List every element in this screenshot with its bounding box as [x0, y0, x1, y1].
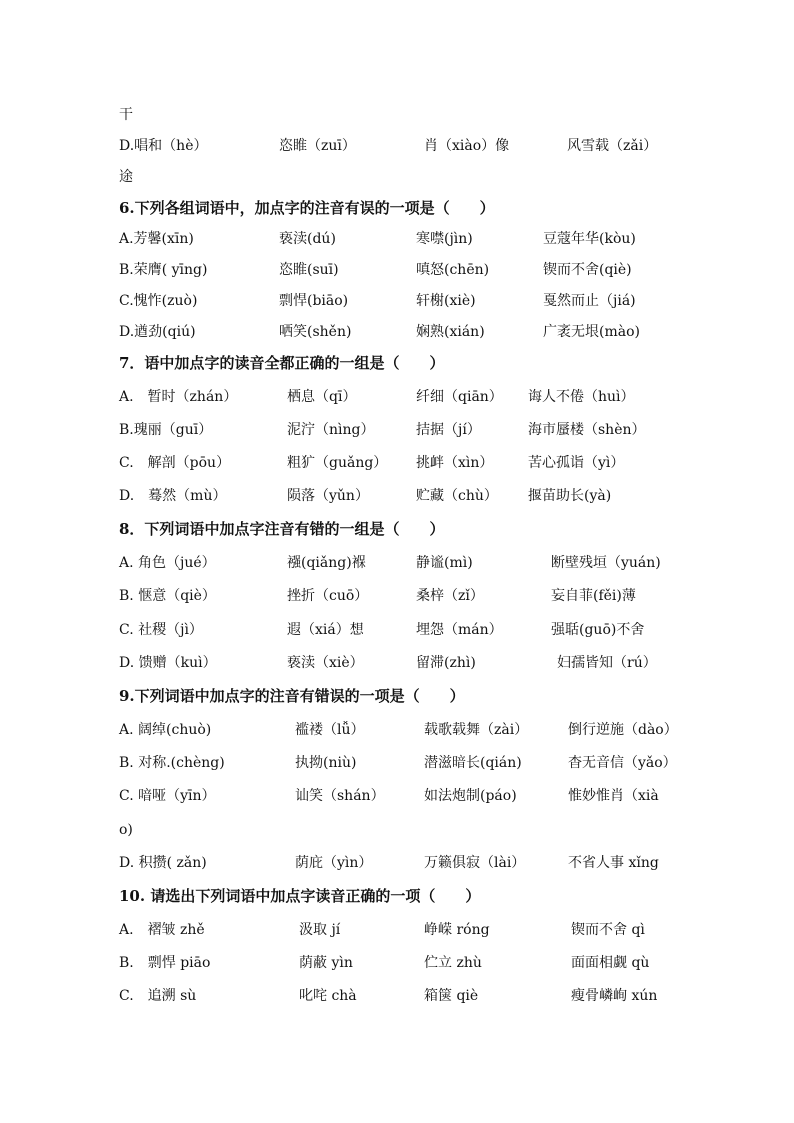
option-term: 风雪载（zǎi） [567, 138, 658, 154]
option-first-term: B. 剽悍 piāo [119, 955, 211, 971]
option-term: 断壁残垣（yuán) [551, 555, 661, 571]
option-row [119, 259, 734, 281]
question-stem: 9.下列词语中加点字的注音有错误的一项是（ ） [119, 687, 465, 705]
option-term: 汲取 jí [299, 922, 341, 938]
option-term: 寒噤(jìn) [416, 231, 473, 247]
option-term: 静谧(mì) [416, 555, 473, 571]
option-term: 倒行逆施（dào） [568, 722, 678, 738]
option-row [119, 290, 734, 312]
option-term: 恣睢（zuī） [279, 138, 356, 154]
question-stem: 8．下列词语中加点字注音有错的一组是（ ） [119, 520, 445, 538]
option-term: 叱咤 chà [299, 988, 357, 1004]
option-term: 荫蔽 yìn [299, 955, 353, 971]
option-term: 泥泞（nìng） [287, 422, 375, 438]
option-first-term: A. 阔绰(chuò) [119, 722, 212, 738]
option-term: 潜滋暗长(qián) [424, 755, 522, 771]
option-term: 伫立 zhù [424, 955, 482, 971]
option-term: 留滞(zhì) [416, 655, 476, 671]
option-row [119, 386, 734, 408]
line-continuation: o) [119, 822, 133, 838]
option-row [119, 419, 734, 441]
option-term: 讪笑（shán） [295, 788, 385, 804]
option-row [119, 585, 734, 607]
option-term: 亵渎（xiè） [287, 655, 364, 671]
option-term: 挫折（cuō） [287, 588, 369, 604]
option-term: 纤细（qiān） [416, 389, 503, 405]
option-term: 遐（xiá）想 [287, 622, 364, 638]
option-row [119, 919, 734, 941]
option-term: 粗犷（guǎng） [287, 455, 388, 471]
option-row [119, 321, 734, 343]
option-term: 海市蜃楼（shèn） [528, 422, 646, 438]
option-first-term: B. 惬意（qiè） [119, 588, 216, 604]
option-row [119, 719, 734, 741]
option-first-term: C. 解剖（pōu） [119, 455, 231, 471]
option-term: 苦心孤诣（yì） [528, 455, 625, 471]
option-term: 妄自菲(fěi)薄 [551, 588, 636, 604]
option-term: 贮藏（chù） [416, 488, 498, 504]
option-term: 瘦骨嶙峋 xún [571, 988, 658, 1004]
option-term: 揠苗助长(yà) [528, 488, 612, 504]
option-term: 戛然而止（jiá) [543, 293, 636, 309]
option-term: 广袤无垠(mào) [543, 324, 640, 340]
question-stem: 6.下列各组词语中，加点字的注音有误的一项是（ ） [119, 199, 495, 217]
option-row [119, 652, 734, 674]
option-first-term: A. 角色（jué） [119, 555, 216, 571]
option-term: 褴褛（lǚ） [295, 722, 365, 738]
option-first-term: B.荣膺( yīng) [119, 262, 208, 278]
option-term: 如法炮制(páo) [424, 788, 517, 804]
option-term: 锲而不舍 qì [571, 922, 645, 938]
option-first-term: D.遒劲(qiú) [119, 324, 196, 340]
option-row [119, 619, 734, 641]
option-term: 箱箧 qiè [424, 988, 479, 1004]
option-term: 桑梓（zǐ） [416, 588, 484, 604]
option-first-term: C. 社稷（jì） [119, 622, 203, 638]
option-row [119, 485, 734, 507]
option-term: 惟妙惟肖（xià [568, 788, 659, 804]
option-term: 肖（xiào）像 [424, 138, 510, 154]
option-first-term: D. 馈赠（kuì） [119, 655, 217, 671]
option-row [119, 552, 734, 574]
option-row [119, 135, 734, 157]
option-term: 嗔怒(chēn) [416, 262, 490, 278]
option-row [119, 852, 734, 874]
option-term: 剽悍(biāo) [279, 293, 349, 309]
option-term: 轩榭(xiè) [416, 293, 476, 309]
option-first-term: D.唱和（hè） [119, 138, 208, 154]
option-term: 面面相觑 qù [571, 955, 650, 971]
question-stem: 7．语中加点字的读音全都正确的一组是（ ） [119, 354, 445, 372]
option-term: 挑衅（xìn） [416, 455, 494, 471]
option-first-term: B.瑰丽（guī） [119, 422, 213, 438]
option-term: 哂笑(shěn) [279, 324, 352, 340]
option-term: 娴熟(xián) [416, 324, 485, 340]
option-term: 埋怨（mán） [416, 622, 503, 638]
option-term: 锲而不舍(qiè) [543, 262, 632, 278]
option-row [119, 452, 734, 474]
option-term: 诲人不倦（huì） [528, 389, 635, 405]
option-term: 拮据（jí） [416, 422, 481, 438]
option-first-term: C.愧怍(zuò) [119, 293, 198, 309]
option-first-term: B. 对称.(chèng) [119, 755, 225, 771]
option-first-term: C. 喑哑（yīn） [119, 788, 216, 804]
option-first-term: D. 积攒( zǎn) [119, 855, 207, 871]
option-row [119, 228, 734, 250]
option-first-term: D. 蓦然（mù） [119, 488, 227, 504]
option-term: 豆蔻年华(kòu) [543, 231, 636, 247]
option-term: 荫庇（yìn） [295, 855, 373, 871]
option-term: 杳无音信（yǎo） [568, 755, 677, 771]
option-term: 执拗(niù) [295, 755, 357, 771]
option-row [119, 752, 734, 774]
option-row [119, 985, 734, 1007]
option-term: 襁(qiǎng)褓 [287, 555, 366, 571]
option-first-term: C. 追溯 sù [119, 988, 197, 1004]
option-row [119, 952, 734, 974]
option-term: 载歌载舞（zài） [424, 722, 529, 738]
option-term: 亵渎(dú) [279, 231, 336, 247]
option-first-term: A.芳馨(xīn) [119, 231, 194, 247]
option-row [119, 785, 734, 807]
option-first-term: A. 褶皱 zhě [119, 922, 205, 938]
line-continuation: 干 [119, 107, 133, 123]
option-term: 恣睢(suī) [279, 262, 339, 278]
option-term: 陨落（yǔn） [287, 488, 369, 504]
option-term: 强聒(guō)不舍 [551, 622, 645, 638]
option-term: 妇孺皆知（rú） [557, 655, 657, 671]
option-term: 峥嵘 róng [424, 922, 490, 938]
option-term: 栖息（qī） [287, 389, 357, 405]
option-term: 不省人事 xǐng [568, 855, 659, 871]
option-term: 万籁俱寂（lài） [424, 855, 526, 871]
option-first-term: A. 暂时（zhán） [119, 389, 238, 405]
question-stem: 10. 请选出下列词语中加点字读音正确的一项（ ） [119, 887, 481, 905]
line-continuation: 途 [119, 169, 133, 185]
